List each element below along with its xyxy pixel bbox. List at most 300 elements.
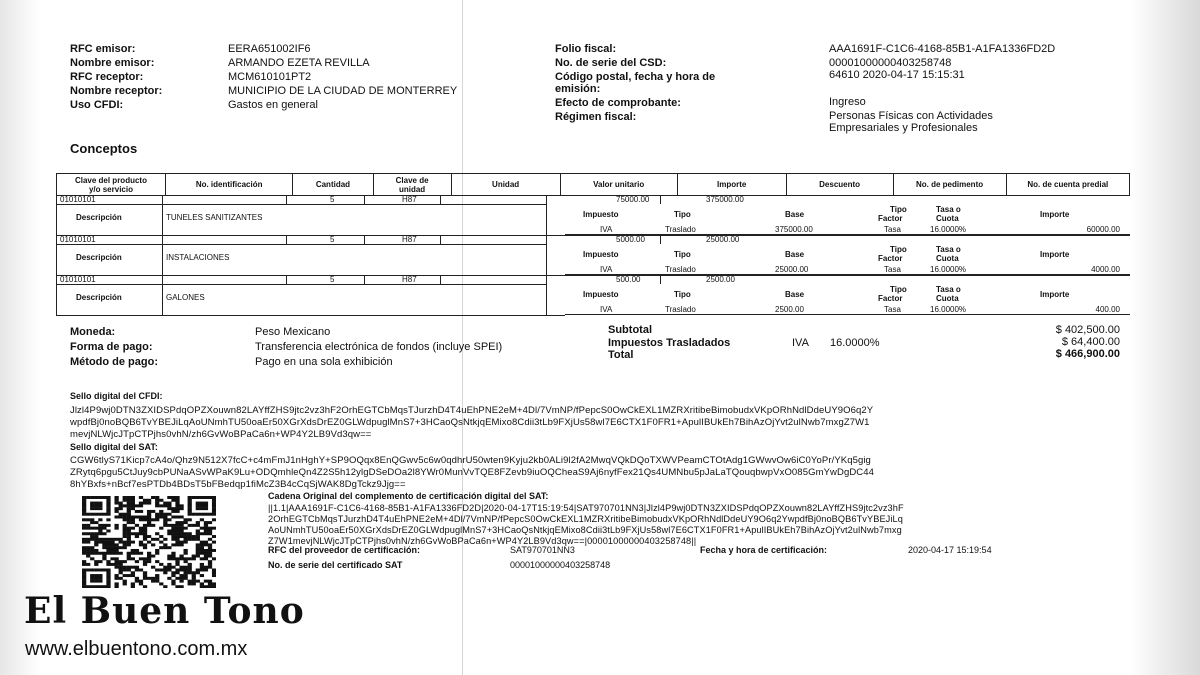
- qr-module: [212, 496, 216, 499]
- qr-module: [143, 577, 147, 580]
- qr-module: [110, 557, 114, 560]
- qr-module: [167, 568, 171, 571]
- qr-module: [179, 566, 183, 569]
- qr-module: [179, 535, 183, 538]
- qr-module: [204, 543, 208, 546]
- qr-module: [155, 499, 159, 502]
- qr-module: [143, 546, 147, 549]
- total-value: $ 466,900.00: [1055, 348, 1120, 360]
- qr-module: [110, 541, 114, 544]
- rfc-emisor-label: RFC emisor:: [70, 43, 136, 55]
- item-col-divider: [162, 235, 163, 244]
- qr-module: [147, 521, 151, 524]
- qr-module: [163, 546, 167, 549]
- tax-impuesto: IVA: [600, 265, 613, 274]
- qr-module: [159, 582, 163, 585]
- qr-module: [123, 580, 127, 583]
- items-bottom-border: [56, 315, 565, 316]
- qr-module: [135, 549, 139, 552]
- qr-module: [82, 568, 86, 571]
- col-no-pedimento: No. de pedimento: [893, 174, 1006, 196]
- qr-module: [171, 527, 175, 530]
- qr-module: [179, 577, 183, 580]
- qr-module: [171, 555, 175, 558]
- qr-module: [204, 524, 208, 527]
- qr-module: [155, 496, 159, 499]
- qr-module: [188, 538, 192, 541]
- qr-module: [212, 549, 216, 552]
- qr-module: [139, 552, 143, 555]
- qr-module: [151, 510, 155, 513]
- qr-module: [179, 507, 183, 510]
- qr-module: [127, 552, 131, 555]
- qr-module: [106, 585, 110, 588]
- qr-module: [94, 507, 98, 510]
- qr-module: [82, 510, 86, 513]
- qr-module: [106, 524, 110, 527]
- qr-module: [179, 585, 183, 588]
- qr-module: [200, 541, 204, 544]
- tax-tipo: Traslado: [665, 265, 696, 274]
- qr-module: [127, 527, 131, 530]
- fecha-certificacion-value: 2020-04-17 15:19:54: [908, 545, 992, 555]
- qr-module: [196, 549, 200, 552]
- qr-module: [167, 513, 171, 516]
- qr-module: [200, 532, 204, 535]
- qr-module: [143, 516, 147, 519]
- tax-tipo: Traslado: [665, 305, 696, 314]
- item-unidad: H87: [402, 235, 417, 244]
- tax-tasa-header-2: Cuota: [936, 294, 959, 303]
- qr-module: [179, 557, 183, 560]
- qr-module: [196, 546, 200, 549]
- qr-module: [204, 521, 208, 524]
- item-cantidad: 5: [330, 195, 335, 204]
- qr-module: [147, 555, 151, 558]
- qr-module: [106, 549, 110, 552]
- qr-module: [167, 507, 171, 510]
- folio-fiscal-value: AAA1691F-C1C6-4168-85B1-A1FA1336FD2D: [829, 43, 1056, 55]
- qr-module: [151, 580, 155, 583]
- qr-module: [167, 555, 171, 558]
- qr-module: [123, 499, 127, 502]
- qr-module: [82, 513, 86, 516]
- col-descuento: Descuento: [786, 174, 893, 196]
- qr-module: [167, 577, 171, 580]
- qr-module: [155, 518, 159, 521]
- qr-module: [212, 582, 216, 585]
- qr-module: [179, 580, 183, 583]
- qr-module: [175, 507, 179, 510]
- qr-module: [179, 574, 183, 577]
- qr-module: [82, 502, 86, 505]
- qr-module: [82, 538, 86, 541]
- qr-module: [167, 529, 171, 532]
- qr-module: [155, 574, 159, 577]
- desc-col-divider: [546, 244, 547, 275]
- qr-module: [139, 504, 143, 507]
- qr-module: [192, 555, 196, 558]
- qr-module: [147, 502, 151, 505]
- qr-module: [106, 538, 110, 541]
- qr-module: [204, 502, 208, 505]
- qr-module: [175, 496, 179, 499]
- qr-module: [86, 555, 90, 558]
- tax-tipo-factor-header-2: Factor: [878, 254, 903, 263]
- qr-module: [82, 499, 86, 502]
- qr-module: [143, 571, 147, 574]
- qr-module: [114, 549, 118, 552]
- qr-module: [131, 582, 135, 585]
- qr-module: [131, 518, 135, 521]
- qr-module: [127, 541, 131, 544]
- item-col-divider: [286, 235, 287, 244]
- qr-module: [155, 502, 159, 505]
- qr-module: [171, 580, 175, 583]
- qr-module: [110, 538, 114, 541]
- qr-module: [102, 527, 106, 530]
- qr-module: [204, 557, 208, 560]
- qr-module: [204, 513, 208, 516]
- qr-module: [171, 538, 175, 541]
- qr-module: [159, 535, 163, 538]
- qr-module: [208, 585, 212, 588]
- efecto-label: Efecto de comprobante:: [555, 97, 681, 109]
- qr-module: [155, 549, 159, 552]
- qr-module: [184, 532, 188, 535]
- qr-module: [82, 541, 86, 544]
- qr-module: [82, 532, 86, 535]
- qr-module: [135, 577, 139, 580]
- qr-module: [151, 577, 155, 580]
- qr-module: [200, 585, 204, 588]
- qr-module: [175, 571, 179, 574]
- qr-module: [179, 568, 183, 571]
- concepts-table-header: [56, 173, 1130, 196]
- qr-module: [98, 504, 102, 507]
- qr-module: [82, 496, 86, 499]
- qr-module: [82, 577, 86, 580]
- qr-module: [127, 574, 131, 577]
- qr-module: [131, 552, 135, 555]
- item-col-divider: [660, 235, 661, 244]
- qr-module: [143, 532, 147, 535]
- nombre-receptor-value: MUNICIPIO DE LA CIUDAD DE MONTERREY: [228, 85, 458, 97]
- qr-module: [90, 552, 94, 555]
- qr-module: [98, 574, 102, 577]
- qr-module: [127, 557, 131, 560]
- qr-module: [114, 582, 118, 585]
- qr-module: [139, 529, 143, 532]
- qr-module: [175, 563, 179, 566]
- qr-module: [90, 546, 94, 549]
- qr-module: [200, 507, 204, 510]
- iva-label: IVA: [792, 337, 809, 349]
- qr-module: [179, 541, 183, 544]
- item-col-divider: [440, 235, 441, 244]
- qr-module: [143, 557, 147, 560]
- qr-module: [114, 563, 118, 566]
- tax-tasa-header-2: Cuota: [936, 214, 959, 223]
- qr-module: [127, 510, 131, 513]
- qr-module: [119, 552, 123, 555]
- tax-impuesto-header: Impuesto: [583, 250, 619, 259]
- regimen-value-line2: Empresariales y Profesionales: [829, 122, 978, 134]
- col-no-ident: No. identificación: [165, 174, 292, 196]
- qr-module: [139, 557, 143, 560]
- qr-module: [119, 563, 123, 566]
- qr-module: [171, 582, 175, 585]
- scan-edge-right: [1130, 0, 1200, 675]
- qr-module: [143, 574, 147, 577]
- item-col-divider: [546, 235, 547, 244]
- qr-module: [90, 585, 94, 588]
- qr-module: [212, 507, 216, 510]
- qr-module: [90, 557, 94, 560]
- tax-factor: Tasa: [884, 225, 901, 234]
- rfc-emisor-value: EERA651002IF6: [228, 43, 311, 55]
- qr-module: [143, 518, 147, 521]
- qr-module: [196, 543, 200, 546]
- qr-module: [102, 496, 106, 499]
- qr-module: [163, 502, 167, 505]
- qr-module: [106, 571, 110, 574]
- qr-module: [147, 518, 151, 521]
- qr-module: [208, 543, 212, 546]
- item-descripcion-label: Descripción: [76, 293, 122, 302]
- item-col-divider: [56, 235, 57, 244]
- qr-module: [98, 560, 102, 563]
- item-descripcion-label: Descripción: [76, 213, 122, 222]
- tax-tasa-header-1: Tasa o: [936, 205, 961, 214]
- cadena-line3: AoUNmhTU50oaEr50XGrXdsDrEZ0GLWdpuglMnS7+3HCaoQsNtkjqEMixo8Cdii3tLb9FXjUs58wl7E6CTX1F0FR1+ApulIBUkEh7BihAzOjYvt2ulNwb7mxg: [268, 525, 902, 535]
- qr-module: [82, 574, 86, 577]
- qr-module: [82, 527, 86, 530]
- qr-module: [98, 532, 102, 535]
- qr-module: [131, 566, 135, 569]
- qr-module: [147, 577, 151, 580]
- qr-module: [106, 546, 110, 549]
- qr-module: [94, 549, 98, 552]
- qr-module: [127, 538, 131, 541]
- qr-module: [196, 535, 200, 538]
- qr-module: [119, 516, 123, 519]
- qr-module: [196, 524, 200, 527]
- tax-row-bottom-border: [565, 314, 1130, 315]
- qr-module: [90, 577, 94, 580]
- qr-module: [123, 543, 127, 546]
- qr-module: [106, 541, 110, 544]
- qr-module: [98, 568, 102, 571]
- qr-module: [114, 577, 118, 580]
- qr-module: [179, 532, 183, 535]
- qr-module: [184, 552, 188, 555]
- qr-module: [200, 504, 204, 507]
- rfc-receptor-label: RFC receptor:: [70, 71, 144, 83]
- qr-module: [171, 510, 175, 513]
- qr-module: [208, 496, 212, 499]
- qr-module: [102, 552, 106, 555]
- desc-col-divider: [56, 204, 57, 235]
- nombre-emisor-value: ARMANDO EZETA REVILLA: [228, 57, 370, 69]
- item-col-divider: [364, 275, 365, 284]
- qr-module: [127, 502, 131, 505]
- qr-module: [139, 568, 143, 571]
- tax-tasa-header-2: Cuota: [936, 254, 959, 263]
- qr-module: [135, 510, 139, 513]
- qr-module: [188, 535, 192, 538]
- qr-module: [94, 532, 98, 535]
- qr-module: [106, 510, 110, 513]
- qr-module: [131, 502, 135, 505]
- qr-module: [102, 538, 106, 541]
- qr-module: [204, 566, 208, 569]
- rfc-proveedor-value: SAT970701NN3: [510, 545, 575, 555]
- qr-module: [106, 580, 110, 583]
- qr-module: [175, 541, 179, 544]
- qr-module: [188, 518, 192, 521]
- tax-tipo-factor-header-2: Factor: [878, 214, 903, 223]
- regimen-label: Régimen fiscal:: [555, 111, 637, 123]
- qr-module: [167, 566, 171, 569]
- qr-module: [208, 560, 212, 563]
- item-col-divider: [660, 195, 661, 204]
- item-row-mid-border: [56, 244, 546, 245]
- qr-module: [184, 527, 188, 530]
- qr-module: [102, 546, 106, 549]
- qr-module: [106, 563, 110, 566]
- qr-module: [119, 560, 123, 563]
- qr-module: [204, 555, 208, 558]
- qr-module: [98, 524, 102, 527]
- qr-module: [90, 574, 94, 577]
- qr-module: [192, 571, 196, 574]
- qr-module: [98, 552, 102, 555]
- qr-module: [114, 516, 118, 519]
- qr-module: [82, 507, 86, 510]
- qr-module: [143, 535, 147, 538]
- qr-module: [208, 555, 212, 558]
- item-col-divider: [440, 275, 441, 284]
- desc-col-divider: [56, 244, 57, 275]
- qr-module: [192, 524, 196, 527]
- qr-module: [82, 585, 86, 588]
- qr-module: [94, 568, 98, 571]
- qr-module: [188, 582, 192, 585]
- qr-module: [200, 543, 204, 546]
- qr-module: [114, 496, 118, 499]
- qr-module: [131, 496, 135, 499]
- qr-module: [200, 513, 204, 516]
- qr-module: [119, 504, 123, 507]
- tax-importe-header: Importe: [1040, 250, 1070, 259]
- qr-module: [114, 566, 118, 569]
- qr-module: [139, 518, 143, 521]
- qr-module: [90, 532, 94, 535]
- item-row-top-border: [56, 235, 1130, 236]
- qr-module: [90, 538, 94, 541]
- item-cantidad: 5: [330, 235, 335, 244]
- qr-module: [155, 504, 159, 507]
- qr-module: [90, 496, 94, 499]
- qr-module: [208, 580, 212, 583]
- qr-module: [102, 513, 106, 516]
- qr-module: [94, 585, 98, 588]
- metodo-pago-label: Método de pago:: [70, 356, 158, 368]
- qr-module: [139, 582, 143, 585]
- tax-tasa: 16.0000%: [930, 265, 967, 274]
- qr-module: [127, 513, 131, 516]
- qr-module: [188, 568, 192, 571]
- qr-module: [86, 568, 90, 571]
- qr-module: [127, 518, 131, 521]
- qr-module: [179, 516, 183, 519]
- qr-module: [143, 563, 147, 566]
- tax-importe: 4000.00: [1091, 265, 1120, 274]
- qr-module: [98, 538, 102, 541]
- qr-module: [155, 568, 159, 571]
- cadena-line2: 2OrhEGTCbMqsTJurzhD4T4uEhPNE2eM+4Dl/7VmNP/fPepcS0OwCkEXL1MZRXritibeBimobudxVKpORhNdlDdeUY9O6q2YwpdfBj0noBQB6TvYBEJiLq: [268, 514, 903, 524]
- qr-module: [135, 535, 139, 538]
- qr-module: [98, 507, 102, 510]
- qr-module: [114, 502, 118, 505]
- qr-module: [163, 524, 167, 527]
- qr-module: [106, 502, 110, 505]
- qr-module: [200, 546, 204, 549]
- qr-module: [188, 571, 192, 574]
- qr-module: [114, 543, 118, 546]
- qr-module: [106, 513, 110, 516]
- qr-module: [188, 580, 192, 583]
- desc-col-divider: [162, 244, 163, 275]
- qr-module: [86, 513, 90, 516]
- qr-module: [110, 552, 114, 555]
- qr-module: [151, 524, 155, 527]
- qr-module: [106, 507, 110, 510]
- qr-module: [123, 566, 127, 569]
- qr-module: [123, 527, 127, 530]
- col-importe: Importe: [677, 174, 786, 196]
- qr-module: [196, 521, 200, 524]
- qr-module: [106, 560, 110, 563]
- qr-module: [86, 585, 90, 588]
- rfc-proveedor-label: RFC del proveedor de certificación:: [268, 545, 421, 555]
- moneda-label: Moneda:: [70, 326, 116, 338]
- qr-module: [90, 518, 94, 521]
- item-clave: 01010101: [60, 195, 96, 204]
- qr-module: [184, 549, 188, 552]
- item-descripcion: GALONES: [166, 293, 205, 302]
- qr-module: [86, 524, 90, 527]
- qr-module: [123, 529, 127, 532]
- qr-module: [135, 580, 139, 583]
- qr-module: [90, 507, 94, 510]
- tax-tipo-header: Tipo: [674, 290, 691, 299]
- qr-module: [159, 504, 163, 507]
- qr-module: [175, 543, 179, 546]
- qr-module: [119, 568, 123, 571]
- qr-module: [127, 507, 131, 510]
- qr-module: [131, 504, 135, 507]
- item-col-divider: [660, 275, 661, 284]
- uso-cfdi-label: Uso CFDI:: [70, 99, 124, 111]
- qr-module: [188, 502, 192, 505]
- item-col-divider: [546, 195, 547, 204]
- qr-module: [94, 552, 98, 555]
- qr-module: [159, 510, 163, 513]
- qr-module: [188, 524, 192, 527]
- qr-module: [110, 546, 114, 549]
